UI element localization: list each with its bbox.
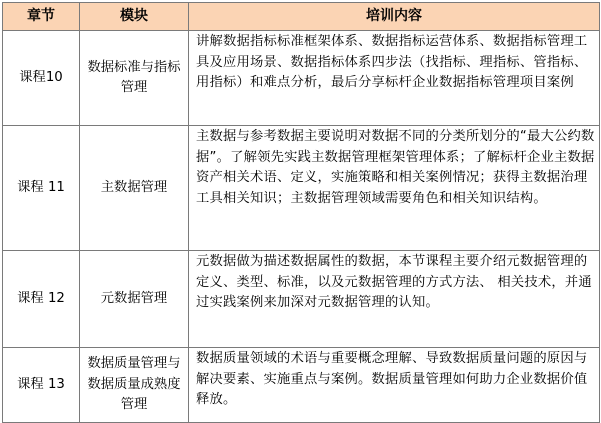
table-row: [3, 126, 600, 251]
module-cell: 数据质量管理与数据质量成熟度管理: [80, 348, 189, 423]
table-row: [3, 348, 600, 423]
content-cell: 主数据与参考数据主要说明对数据不同的分类所划分的“最大公约数据”。了解领先实践主数据管理框架管理体系；了解标杆企业主数据资产相关术语、定义，实施策略和相关案例情况；获得主数据治理工具相关知识；主数据管理领域需要角色和相关知识结构。: [189, 126, 600, 251]
content-cell: 元数据做为描述数据属性的数据，本节课程主要介绍元数据管理的定义、类型、标准，以及元数据管理的方式方法、 相关技术，并通过实践案例来加深对元数据管理的认知。: [189, 251, 600, 348]
header-row: [3, 3, 600, 31]
course-name-cell: 课程10: [3, 31, 80, 126]
content-cell: 数据质量领域的术语与重要概念理解、导致数据质量问题的原因与解决要素、实施重点与案例。数据质量管理如何助力企业数据价值释放。: [189, 348, 600, 423]
header-chapter: 章节: [3, 3, 80, 31]
course-name-cell: 课程 13: [3, 348, 80, 423]
header-module: 模块: [80, 3, 189, 31]
module-cell: 主数据管理: [80, 126, 189, 251]
table-row: [3, 31, 600, 126]
course-name-cell: 课程 12: [3, 251, 80, 348]
module-cell: 数据标准与指标管理: [80, 31, 189, 126]
course-name-cell: 课程 11: [3, 126, 80, 251]
module-cell: 元数据管理: [80, 251, 189, 348]
table-row: [3, 251, 600, 348]
header-content: 培训内容: [189, 3, 600, 31]
training-course-table: [2, 2, 600, 423]
content-cell: 讲解数据指标标准框架体系、数据指标运营体系、数据指标管理工具及应用场景、数据指标体系四步法（找指标、理指标、管指标、用指标）和难点分析，最后分享标杆企业数据指标管理项目案例: [189, 31, 600, 126]
